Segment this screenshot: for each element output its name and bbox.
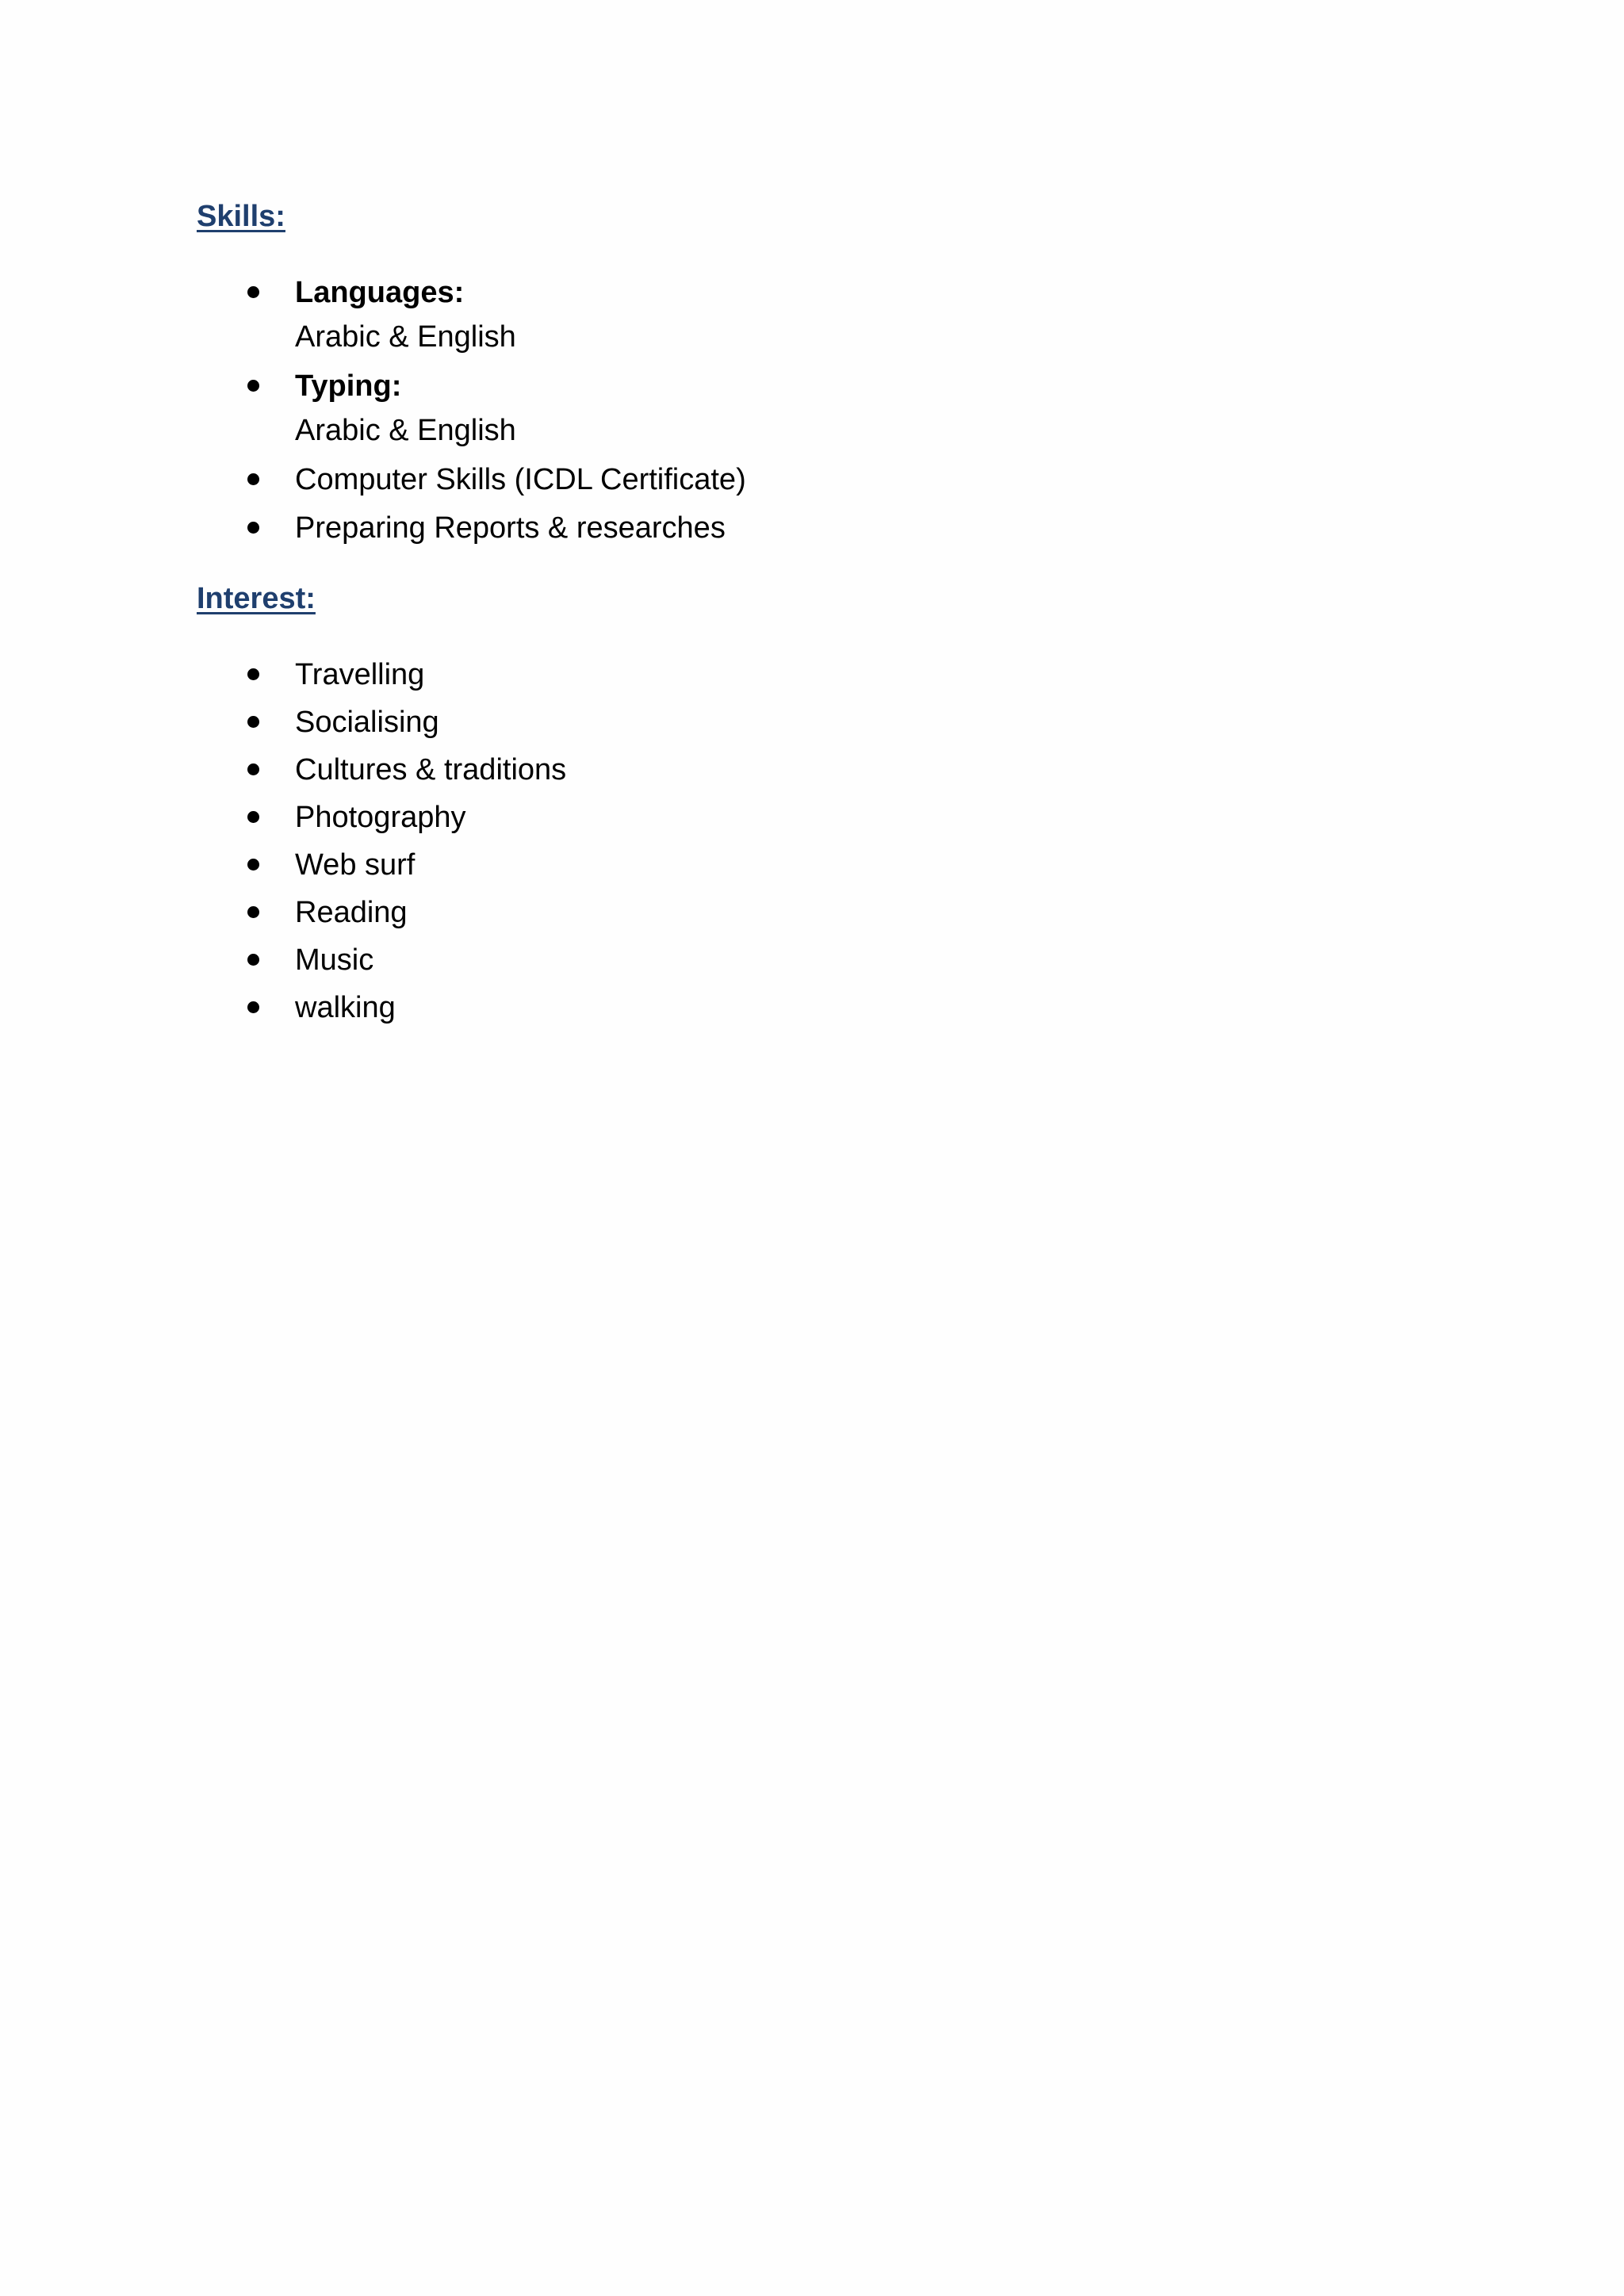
skill-label: Languages: <box>295 276 465 309</box>
bullet-icon <box>247 380 259 392</box>
bullet-icon <box>247 811 259 823</box>
interest-text: Travelling <box>295 658 425 691</box>
interest-text: Web surf <box>295 848 416 882</box>
skill-label: Typing: <box>295 369 402 403</box>
bullet-icon <box>247 286 259 298</box>
bullet-icon <box>247 1001 259 1013</box>
interest-text: Cultures & traditions <box>295 753 567 786</box>
bullet-icon <box>247 716 259 728</box>
interest-text: Reading <box>295 896 408 929</box>
bullet-icon <box>247 473 259 485</box>
skill-text: Preparing Reports & researches <box>295 511 726 545</box>
interest-text: walking <box>295 991 396 1024</box>
bullet-icon <box>247 906 259 918</box>
bullet-icon <box>247 954 259 966</box>
interest-text: Socialising <box>295 706 439 739</box>
bullet-icon <box>247 859 259 871</box>
bullet-icon <box>247 522 259 534</box>
skill-text: Computer Skills (ICDL Certificate) <box>295 463 746 496</box>
skill-detail: Arabic & English <box>295 320 516 354</box>
interest-heading: Interest: <box>197 582 316 615</box>
skill-detail: Arabic & English <box>295 414 516 447</box>
interest-text: Music <box>295 943 374 977</box>
interest-text: Photography <box>295 801 466 834</box>
skills-heading: Skills: <box>197 200 285 233</box>
bullet-icon <box>247 763 259 775</box>
bullet-icon <box>247 668 259 680</box>
